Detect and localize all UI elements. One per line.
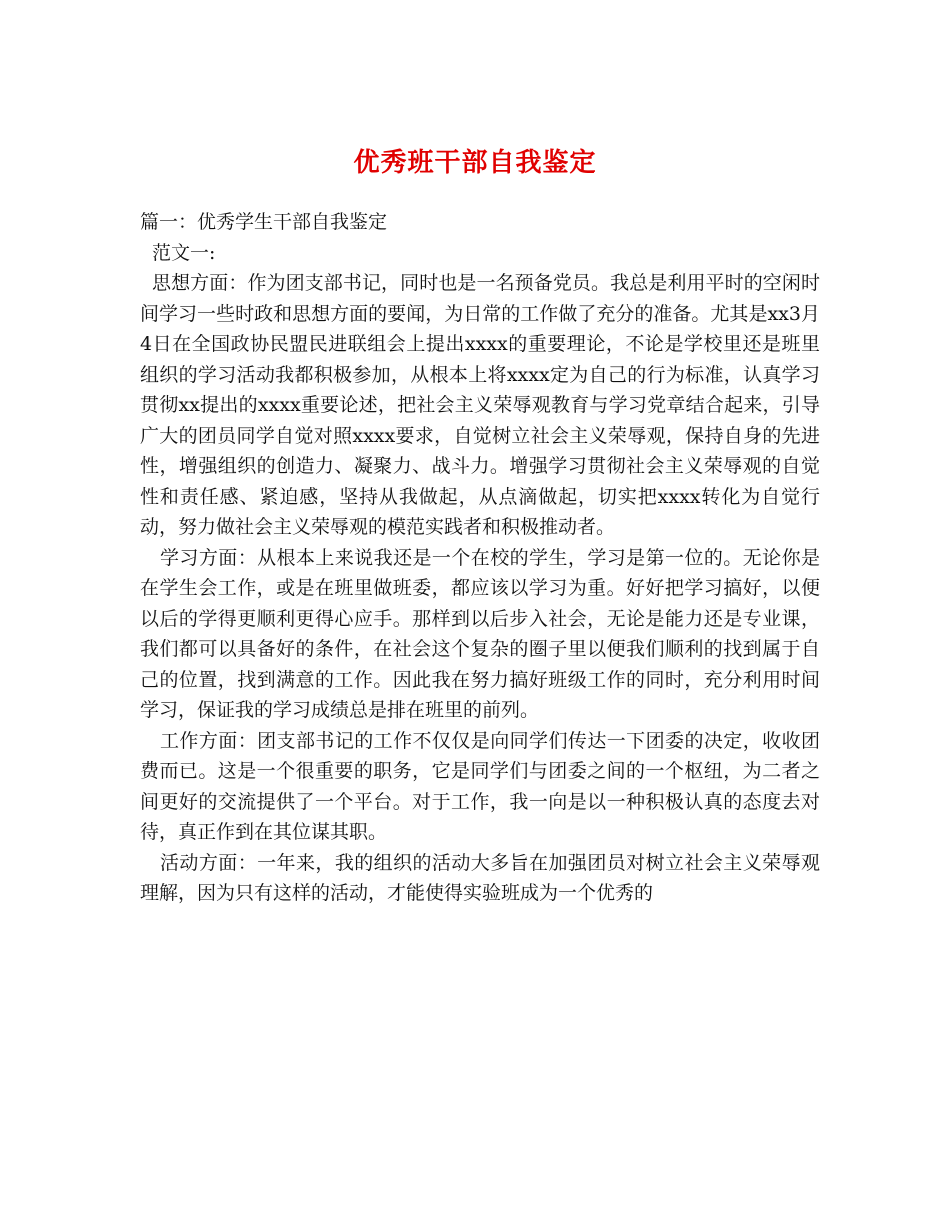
paragraph-study: 学习方面：从根本上来说我还是一个在校的学生，学习是第一位的。无论你是在学生会工作，或是在班里做班委，都应该以学习为重。好好把学习搞好，以便以后的学得更顺利更得心应手。那样到以后步入社会，无论是能力还是专业课，我们都可以具备好的条件，在社会这个复杂的圈子里以便我们顺利的找到属于自己的位置，找到满意的工作。因此我在努力搞好班级工作的同时，充分利用时间学习，保证我的学习成绩总是排在班里的前列。 [140,546,820,721]
paragraph-work: 工作方面：团支部书记的工作不仅仅是向同学们传达一下团委的决定，收收团费而已。这是一个很重要的职务，它是同学们与团委之间的一个枢纽，为二者之间更好的交流提供了一个平台。对于工作，我一向是以一种积极认真的态度去对待，真正作到在其位谋其职。 [140,729,820,843]
document-title: 优秀班干部自我鉴定 [353,148,597,179]
document-body [140,207,820,909]
paragraph-activity: 活动方面：一年来，我的组织的活动大多旨在加强团员对树立社会主义荣辱观理解，因为只有这样的活动，才能使得实验班成为一个优秀的 [140,851,820,904]
section-heading: 篇一：优秀学生干部自我鉴定 [140,211,388,233]
paragraph-thought: 思想方面：作为团支部书记，同时也是一名预备党员。我总是利用平时的空闲时间学习一些时政和思想方面的要闻，为日常的工作做了充分的准备。尤其是xx3月4日在全国政协民盟民进联组会上提出xxxx的重要理论，不论是学校里还是班里组织的学习活动我都积极参加，从根本上将xxxx定为自己的行为标准，认真学习贯彻xx提出的xxxx重要论述，把社会主义荣辱观教育与学习党章结合起来，引导广大的团员同学自觉对照xxxx要求，自觉树立社会主义荣辱观，保持自身的先进性，增强组织的创造力、凝聚力、战斗力。增强学习贯彻社会主义荣辱观的自觉性和责任感、紧迫感，坚持从我做起，从点滴做起，切实把xxxx转化为自觉行动，努力做社会主义荣辱观的模范实践者和积极推动者。 [140,272,820,538]
sample-label: 范文一: [152,241,216,264]
